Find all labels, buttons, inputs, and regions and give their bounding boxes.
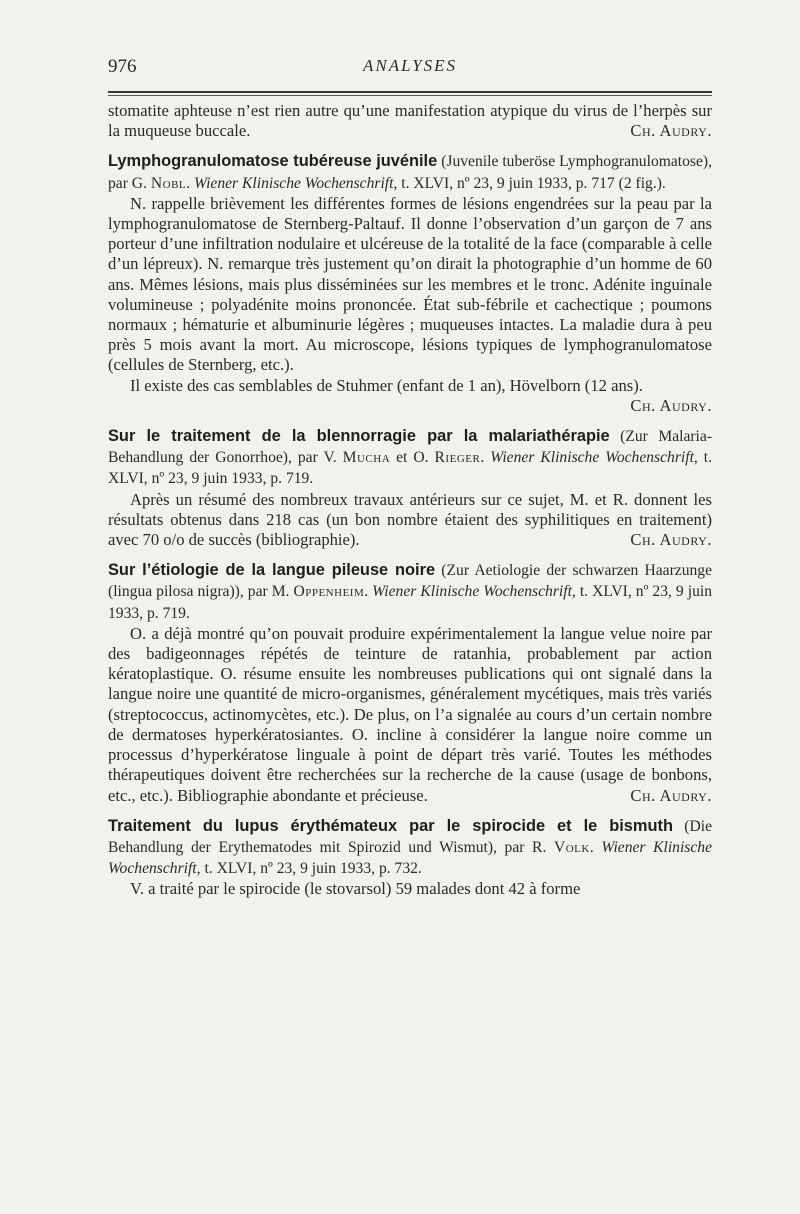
entry-signature: Ch. Audry. bbox=[630, 395, 712, 415]
entry-author: Nobl bbox=[150, 174, 187, 192]
header-rule-thin bbox=[108, 95, 712, 96]
intro-signature: Ch. Audry. bbox=[630, 121, 712, 141]
entry-title: Sur le traitement de la blennorragie par la malariathérapie bbox=[108, 427, 610, 446]
running-title: ANALYSES bbox=[362, 56, 458, 75]
entry-heading: Traitement du lupus érythémateux par le spirocide et le bismuth (Die Behandlung der Erythematodes mit Spirozid und Wismut), par R. Volk. Wiener Klinische Wochenschrift, t. XLVI, nº 23, 9 juin 1933, p. 732. bbox=[108, 816, 713, 878]
entry-heading: Sur le traitement de la blennorragie par la malariathérapie (Zur Malaria-Behandlung der Gonorrhoe), par V. Mucha et O. Rieger. Wiener Klinische Wochenschrift, t. XLVI, nº 23, 9 juin 1933, p. 719. bbox=[108, 427, 713, 488]
abstract-entry-1 bbox=[108, 151, 712, 416]
entry-heading: Lymphogranulomatose tubéreuse juvénile (Juvenile tuberöse Lymphogranulomatose), par G. Nobl. Wiener Klinische Wochenschrift, t. XLVI, nº 23, 9 juin 1933, p. 717 (2 fig.). bbox=[108, 152, 712, 192]
entry-author: Mucha bbox=[342, 449, 391, 467]
entry-author-2: Rieger bbox=[434, 449, 481, 467]
entry-journal: Wiener Klinische Wochenschrift bbox=[193, 174, 394, 192]
entry-heading: Sur l’étiologie de la langue pileuse noire (Zur Aetiologie der schwarzen Haarzunge (lingua pilosa nigra)), par M. Oppenheim. Wiener Klinische Wochenschrift, t. XLVI, nº 23, 9 juin 1933, p. 719. bbox=[108, 561, 713, 622]
entry-journal: Wiener Klinische Wochenschrift bbox=[108, 838, 712, 878]
entry-author: Oppenheim bbox=[293, 583, 365, 601]
header-rule-thick bbox=[108, 91, 712, 93]
entry-paragraph: O. a déjà montré qu’on pouvait produire expérimentalement la langue velue noire par des badigeonnages répétés de teinture de ratanhia, probablement par action kératoplastique. O. résume ensuite les nombreuses publications qui ont signalé dans la langue noire une quantité de micro-organismes, généralement mycétiques, mais très variés (streptococcus, actinomycètes, etc.). De plus, on l’a signalée au cours d’un certain nombre de dermatoses hyperkératosiantes. O. incline à considérer la langue noire comme un processus d’hyperkératose linguale à point de départ très varié. Toutes les méthodes thérapeutiques doivent être recherchées sur la recherche de la cause (usage de bonbons, etc., etc.). Bibliographie abondante et précieuse. Ch. Audry. bbox=[108, 623, 712, 805]
entry-author: Volk bbox=[553, 838, 590, 856]
page-number: 976 bbox=[108, 56, 137, 77]
entry-journal: Wiener Klinische Wochenschrift bbox=[372, 583, 572, 601]
abstract-entry-2 bbox=[108, 426, 712, 550]
entry-paragraph: Il existe des cas semblables de Stuhmer (enfant de 1 an), Hövelborn (12 ans). Ch. Audry. bbox=[130, 375, 712, 415]
intro-paragraph: stomatite aphteuse n’est rien autre qu’une manifestation atypique du virus de l’herpès sur la muqueuse buccale. Ch. Audry. bbox=[108, 101, 712, 141]
entry-paragraph: Après un résumé des nombreux travaux antérieurs sur ce sujet, M. et R. donnent les résultats obtenus dans 218 cas (un bon nombre étaient des syphilitiques en traitement) avec 70 o/o de succès (bibliographie). Ch. Audry. bbox=[108, 489, 712, 550]
abstract-entry-4 bbox=[108, 816, 712, 900]
entry-signature: Ch. Audry. bbox=[630, 530, 712, 550]
entry-paragraph: V. a traité par le spirocide (le stovarsol) 59 malades dont 42 à forme bbox=[130, 879, 581, 899]
entry-title: Traitement du lupus érythémateux par le spirocide et le bismuth bbox=[108, 816, 673, 835]
entry-signature: Ch. Audry. bbox=[630, 785, 712, 805]
abstract-entry-3 bbox=[108, 560, 712, 805]
entry-paragraph: N. rappelle brièvement les différentes formes de lésions engendrées sur la peau par la lymphogranulomatose de Sternberg-Paltauf. Il donne l’observation d’un garçon de 7 ans porteur d’une infiltration nodulaire et ulcéreuse de la totalité de la face (comparable à celle d’un lépreux). N. remarque très justement qu’on dirait la photographie d’un homme de 60 ans. Mêmes lésions, mais plus disséminées sur les membres et le tronc. Adénite inguinale volumineuse ; polyadénite moins prononcée. État sub-fébrile et cachectique ; poumons normaux ; hématurie et albuminurie légères ; muqueuses intactes. La maladie dura à peu près 5 mois avant la mort. Au microscope, lésions typiques de lymphogranulomatose (cellules de Sternberg, etc.). bbox=[108, 193, 712, 375]
entry-journal: Wiener Klinische Wochenschrift bbox=[490, 449, 694, 467]
entry-title: Lymphogranulomatose tubéreuse juvénile bbox=[108, 152, 438, 171]
entry-title: Sur l’étiologie de la langue pileuse noire bbox=[108, 561, 436, 580]
page-header bbox=[108, 56, 712, 84]
page-content bbox=[108, 101, 712, 900]
